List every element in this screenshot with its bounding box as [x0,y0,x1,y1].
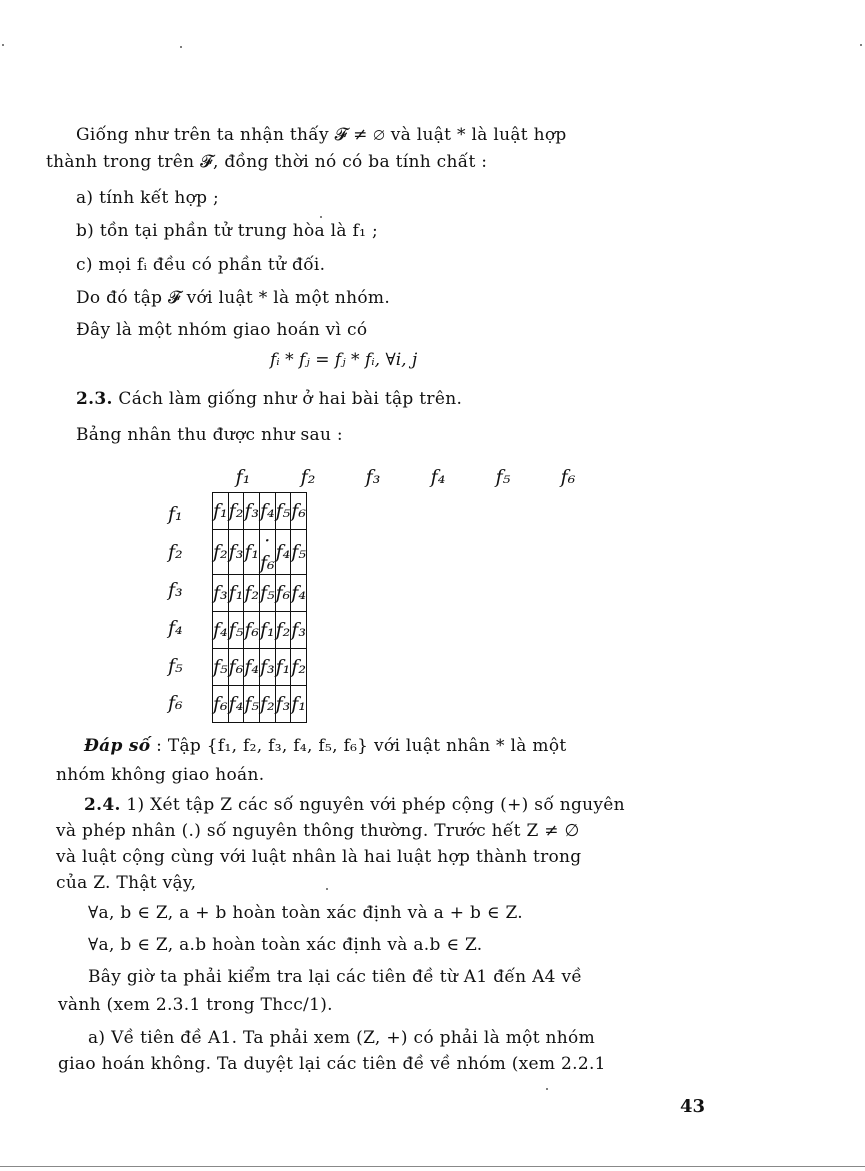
exercise-line: và phép nhân (.) số nguyên thông thường. Trước hết Z ≠ ∅ [56,821,580,841]
table-cell: f₄ [291,575,307,612]
exercise-line: vành (xem 2.3.1 trong Thcc/1). [58,995,333,1015]
scan-speck [860,44,862,46]
scan-speck [326,888,328,890]
row-header: f₆ [168,692,183,714]
exercise-line: và luật cộng cùng với luật nhân là hai luật hợp thành trong [56,847,582,867]
table-row [213,493,307,530]
table-cell: f₁ [228,575,244,612]
table-cell: f₃ [244,493,260,530]
table-cell: f₆ [291,493,307,530]
table-grid [212,492,307,723]
row-header: f₄ [168,617,183,639]
column-header: f₄ [430,466,446,488]
answer-line [84,735,567,757]
table-row [213,686,307,723]
table-cell: f₂ [244,575,260,612]
table-cell: f₄ [244,649,260,686]
table-intro: Bảng nhân thu được như sau : [76,425,343,445]
table-cell: f₁ [291,686,307,723]
scan-speck [320,216,322,218]
table-cell: f₅ [275,493,291,530]
table-cell: f₄ [228,686,244,723]
table-cell: f₆ [228,649,244,686]
commutativity-formula: fᵢ * fⱼ = fⱼ * fᵢ, ∀i, j [270,350,418,370]
scan-speck [2,44,4,46]
table-cell: f₂ [275,612,291,649]
table-cell: f₃ [259,649,275,686]
answer-label: Đáp số [84,736,151,756]
answer-text: : Tập {f₁, f₂, f₃, f₄, f₅, f₆} với luật nhân * là một [150,736,567,756]
exercise-line: ∀a, b ∈ Z, a.b hoàn toàn xác định và a.b ∈ Z. [88,935,483,955]
row-header: f₁ [168,503,183,525]
column-header: f₃ [365,466,381,488]
table-cell: f₆ [213,686,229,723]
table-cell: f₂ [259,686,275,723]
conclusion-line: Đây là một nhóm giao hoán vì có [76,320,368,340]
exercise-line: giao hoán không. Ta duyệt lại các tiên đề về nhóm (xem 2.2.1 [58,1054,606,1074]
exercise-line: a) Về tiên đề A1. Ta phải xem (Z, +) có phải là một nhóm [88,1028,595,1048]
table-row [213,530,307,575]
table-cell: f₅ [228,612,244,649]
table-cell: f₅ [244,686,260,723]
table-cell: f₁ [244,530,260,575]
row-header: f₃ [168,579,183,601]
table-cell: f₂ [228,493,244,530]
list-item-b: b) tồn tại phần tử trung hòa là f₁ ; [76,221,378,241]
table-row [213,612,307,649]
row-header: f₂ [168,541,183,563]
table-cell: f₅ [291,530,307,575]
table-cell: f₄ [213,612,229,649]
table-cell: f₆ [275,575,291,612]
exercise-2-4-line [84,794,625,816]
table-cell: f₁ [275,649,291,686]
table-cell: f₃ [291,612,307,649]
table-cell: f₃ [275,686,291,723]
table-cell: f₁ [213,493,229,530]
column-header: f₂ [300,466,316,488]
table-cell: f₅ [213,649,229,686]
exercise-text: 1) Xét tập Z các số nguyên với phép cộng (+) số nguyên [120,795,625,815]
exercise-line: của Z. Thật vậy, [56,873,197,893]
column-header: f₅ [495,466,511,488]
column-header: f₁ [235,466,251,488]
table-row [213,649,307,686]
scan-speck [180,46,182,48]
table-cell: f₄ [259,493,275,530]
paragraph-line: thành trong trên 𝓕, đồng thời nó có ba tính chất : [46,152,488,172]
column-header: f₆ [560,466,576,488]
list-item-a: a) tính kết hợp ; [76,188,220,208]
conclusion-line: Do đó tập 𝓕 với luật * là một nhóm. [76,288,391,308]
exercise-number: 2.4. [84,795,121,815]
bottom-rule [0,1166,865,1167]
table-cell: f₅ [259,575,275,612]
table-cell: f₁ [259,612,275,649]
row-header: f₅ [168,655,183,677]
table-cell: f₂ [213,530,229,575]
table-cell: · f₆ [259,530,275,574]
paragraph-line: Giống như trên ta nhận thấy 𝓕 ≠ ∅ và luật * là luật hợp [76,125,567,145]
answer-line: nhóm không giao hoán. [56,765,265,785]
exercise-text: Cách làm giống như ở hai bài tập trên. [112,389,463,409]
table-cell: f₆ [244,612,260,649]
table-row [213,575,307,612]
table-cell: f₃ [228,530,244,575]
table-cell: f₂ [291,649,307,686]
exercise-2-3-line [76,388,462,410]
table-cell: f₃ [213,575,229,612]
table-cell: f₄ [275,530,291,575]
page-number: 43 [680,1096,706,1117]
exercise-number: 2.3. [76,389,113,409]
exercise-line: ∀a, b ∈ Z, a + b hoàn toàn xác định và a + b ∈ Z. [88,903,523,923]
exercise-line: Bây giờ ta phải kiểm tra lại các tiên đề từ A1 đến A4 về [88,967,583,987]
scan-speck [546,1088,548,1090]
list-item-c: c) mọi fᵢ đều có phần tử đối. [76,255,326,275]
